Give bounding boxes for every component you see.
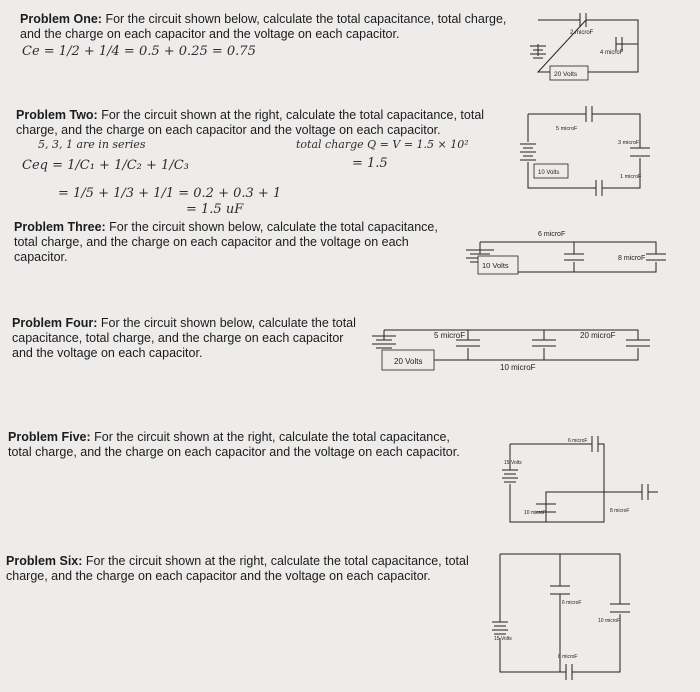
problem-two-text: For the circuit shown at the right, calculate the total capacitance, total charge, and the charge on each capacitor and the voltage on each capacitor.: [16, 108, 485, 137]
handwritten-p2-line2: = 1/5 + 1/3 + 1/1 = 0.2 + 0.3 + 1: [58, 186, 282, 201]
circuit-three-diagram: [460, 220, 670, 286]
circuit-three-cap-2-label: 8 microF: [618, 255, 646, 262]
circuit-one: [528, 12, 648, 90]
circuit-five-diagram: [494, 430, 664, 530]
problem-four: [12, 316, 362, 361]
problem-three: [14, 220, 459, 265]
circuit-one-diagram: [528, 12, 648, 90]
circuit-four-cap-1-label: 5 microF: [434, 331, 466, 340]
circuit-six-cap-1-label: 6 microF: [562, 600, 582, 606]
circuit-five-cap-2-label: 10 microF: [524, 510, 547, 516]
circuit-five: [494, 430, 664, 530]
problem-six-text: For the circuit shown at the right, calculate the total capacitance, total charge, and the charge on each capacitor and the voltage on each capacitor.: [6, 554, 469, 583]
problem-five-heading: Problem Five:: [8, 430, 91, 444]
circuit-two: [520, 100, 660, 202]
circuit-four-diagram: [368, 310, 658, 386]
circuit-three: [460, 220, 670, 286]
problem-six-heading: Problem Six:: [6, 554, 83, 568]
circuit-three-cap-1-label: 6 microF: [538, 231, 566, 238]
circuit-six-source-label: 15 Volts: [494, 636, 512, 642]
problem-five: [8, 430, 476, 460]
problem-four-heading: Problem Four:: [12, 316, 98, 330]
circuit-one-cap-1-label: 2 microF: [570, 30, 594, 36]
circuit-five-cap-3-label: 8 microF: [610, 508, 630, 514]
circuit-one-cap-2-label: 4 microF: [600, 50, 624, 56]
circuit-two-diagram: [520, 100, 660, 202]
handwritten-p1-equation: Ce = 1/2 + 1/4 = 0.5 + 0.25 = 0.75: [22, 44, 256, 59]
problem-one-heading: Problem One:: [20, 12, 102, 26]
handwritten-p2-line1: Ceq = 1/C₁ + 1/C₂ + 1/C₃: [22, 158, 189, 173]
circuit-five-source-label: 15 Volts: [504, 460, 522, 466]
problem-two: [16, 108, 521, 138]
problem-six: [6, 554, 476, 584]
circuit-two-cap-3-label: 1 microF: [620, 174, 642, 180]
circuit-two-source-label: 10 Volts: [538, 170, 560, 176]
circuit-six-cap-2-label: 10 microF: [598, 618, 621, 624]
problem-one-text: For the circuit shown below, calculate the total capacitance, total charge, and the charge on each capacitor and the voltage on each capacitor.: [20, 12, 507, 41]
problem-one: [20, 12, 520, 42]
handwritten-p2-note-left: 5, 3, 1 are in series: [38, 138, 146, 151]
problem-three-heading: Problem Three:: [14, 220, 106, 234]
problem-three-text: For the circuit shown below, calculate the total capacitance, total charge, and the charge on each capacitor and the voltage on each capacitor.: [14, 220, 438, 264]
circuit-six: [486, 548, 646, 682]
handwritten-p2-result1: = 1.5: [352, 156, 388, 171]
circuit-two-cap-2-label: 3 microF: [618, 140, 640, 146]
circuit-four-source-label: 20 Volts: [394, 357, 423, 366]
circuit-six-cap-3-label: 8 microF: [558, 654, 578, 660]
problem-four-text: For the circuit shown below, calculate the total capacitance, total charge, and the charge on each capacitor and the voltage on each capacitor.: [12, 316, 356, 360]
circuit-four-cap-3-label: 10 microF: [500, 363, 536, 372]
circuit-five-cap-1-label: 6 microF: [568, 438, 588, 444]
circuit-six-diagram: [486, 548, 646, 682]
circuit-one-source-label: 20 Volts: [554, 71, 578, 78]
circuit-four-cap-2-label: 20 microF: [580, 331, 616, 340]
problem-five-text: For the circuit shown at the right, calculate the total capacitance, total charge, and the charge on each capacitor and the voltage on each capacitor.: [8, 430, 460, 459]
handwritten-p2-result2: = 1.5 uF: [186, 202, 244, 217]
handwritten-p2-note-right: total charge Q = V = 1.5 × 10²: [296, 138, 469, 151]
circuit-three-source-label: 10 Volts: [482, 261, 509, 270]
problem-two-heading: Problem Two:: [16, 108, 98, 122]
circuit-four: [368, 310, 658, 386]
circuit-two-cap-1-label: 5 microF: [556, 126, 578, 132]
